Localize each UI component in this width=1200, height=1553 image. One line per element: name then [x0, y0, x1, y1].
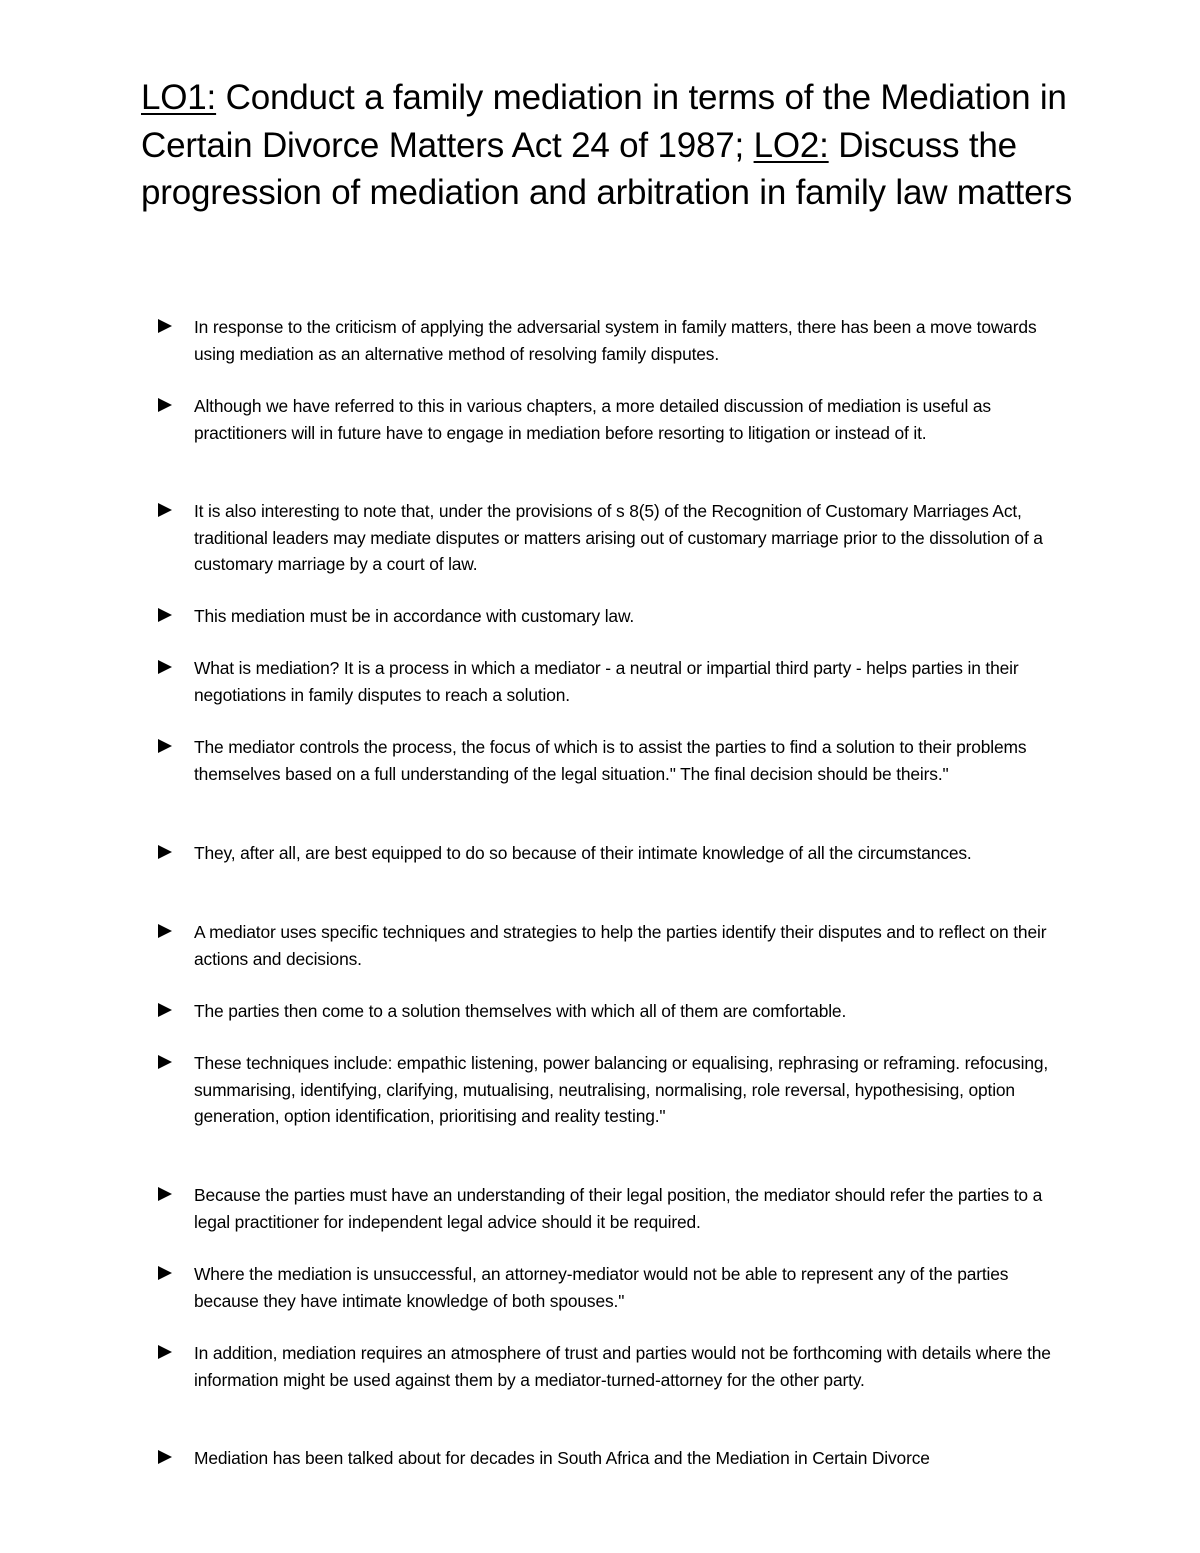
bullet-text: A mediator uses specific techniques and strategies to help the parties identify their disputes and to reflect on their actions and decisions. — [194, 922, 1047, 969]
bullet-text: These techniques include: empathic listening, power balancing or equalising, rephrasing or reframing. refocusing, summarising, identifying, clarifying, mutualising, neutralising, normalising, role reversal, hypothesising, option generation, option identification, prioritising and reality testing." — [194, 1053, 1049, 1126]
lo2-label: LO2: — [753, 125, 829, 165]
lo1-label: LO1: — [141, 78, 217, 117]
triangle-bullet-icon — [158, 1450, 172, 1464]
lo2-text: Discuss the progression of mediation and arbitration in family law matters — [141, 125, 1073, 212]
bullet-text: In response to the criticism of applying the adversarial system in family matters, there has been a move towards using mediation as an alternative method of resolving family disputes. — [194, 317, 1037, 364]
triangle-bullet-icon — [158, 1266, 172, 1280]
triangle-bullet-icon — [158, 1187, 172, 1201]
lo1-text: Conduct a family mediation in terms of the Mediation in Certain Divorce Matters Act 24 of 1987; — [141, 78, 1067, 165]
triangle-bullet-icon — [158, 398, 172, 412]
bullet-text: The mediator controls the process, the focus of which is to assist the parties to find a solution to their problems themselves based on a full understanding of the legal situation." The final decision should be theirs." — [194, 737, 1027, 784]
triangle-bullet-icon — [158, 1003, 172, 1017]
triangle-bullet-icon — [158, 319, 172, 333]
bullet-text: They, after all, are best equipped to do so because of their intimate knowledge of all the circumstances. — [194, 843, 972, 863]
triangle-bullet-icon — [158, 503, 172, 517]
triangle-bullet-icon — [158, 739, 172, 753]
bullet-text: Where the mediation is unsuccessful, an attorney-mediator would not be able to represent any of the parties because they have intimate knowledge of both spouses." — [194, 1264, 1009, 1311]
bullet-text: This mediation must be in accordance with customary law. — [194, 606, 635, 626]
triangle-bullet-icon — [158, 924, 172, 938]
triangle-bullet-icon — [158, 1055, 172, 1069]
bullet-text: It is also interesting to note that, under the provisions of s 8(5) of the Recognition of Customary Marriages Act, traditional leaders may mediate disputes or matters arising out of customary marriage prior to the dissolution of a customary marriage by a court of law. — [194, 501, 1043, 574]
bullet-text: The parties then come to a solution themselves with which all of them are comfortable. — [194, 1001, 847, 1021]
bullet-text: Although we have referred to this in various chapters, a more detailed discussion of mediation is useful as practitioners will in future have to engage in mediation before resorting to litigation or instead of it. — [194, 396, 991, 443]
triangle-bullet-icon — [158, 845, 172, 859]
bullet-text: Because the parties must have an understanding of their legal position, the mediator should refer the parties to a legal practitioner for independent legal advice should it be required. — [194, 1185, 1043, 1232]
bullet-text: In addition, mediation requires an atmosphere of trust and parties would not be forthcoming with details where the information might be used against them by a mediator-turned-attorney for the other party. — [194, 1343, 1051, 1390]
bullet-text: Mediation has been talked about for decades in South Africa and the Mediation in Certain Divorce — [194, 1448, 930, 1468]
triangle-bullet-icon — [158, 1345, 172, 1359]
triangle-bullet-icon — [158, 608, 172, 622]
triangle-bullet-icon — [158, 660, 172, 674]
bullet-text: What is mediation? It is a process in which a mediator - a neutral or impartial third party - helps parties in their negotiations in family disputes to reach a solution. — [194, 658, 1019, 705]
